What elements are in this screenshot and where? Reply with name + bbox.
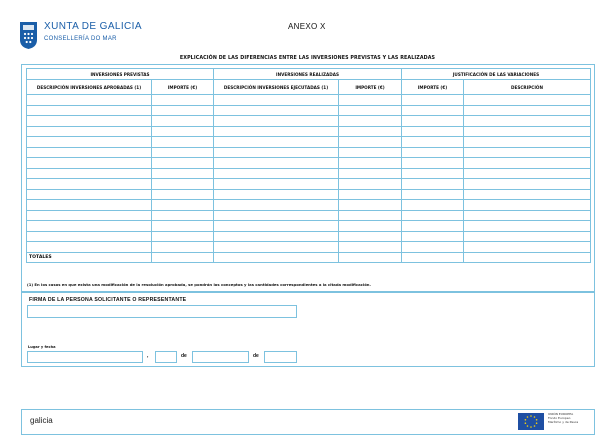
department-name: CONSELLERÍA DO MAR bbox=[44, 36, 117, 42]
table-column-header-row bbox=[27, 80, 591, 95]
table-cell-input[interactable] bbox=[214, 147, 339, 158]
table-cell-input[interactable] bbox=[27, 168, 152, 179]
table-cell-input[interactable] bbox=[402, 147, 464, 158]
table-cell-input[interactable] bbox=[152, 147, 214, 158]
signature-field[interactable] bbox=[27, 305, 297, 318]
table-cell-input[interactable] bbox=[402, 231, 464, 242]
place-field[interactable] bbox=[27, 351, 143, 363]
table-cell-input[interactable] bbox=[464, 116, 591, 127]
table-cell-input[interactable] bbox=[402, 210, 464, 221]
table-cell-input[interactable] bbox=[464, 242, 591, 253]
table-cell-input[interactable] bbox=[214, 137, 339, 148]
table-cell-input[interactable] bbox=[339, 105, 402, 116]
table-cell-input[interactable] bbox=[402, 126, 464, 137]
table-cell-input[interactable] bbox=[214, 95, 339, 106]
table-cell-input[interactable] bbox=[402, 242, 464, 253]
table-cell-input[interactable] bbox=[402, 168, 464, 179]
table-cell-input[interactable] bbox=[27, 137, 152, 148]
day-field[interactable] bbox=[155, 351, 177, 363]
table-cell-input[interactable] bbox=[27, 158, 152, 169]
table-cell-input[interactable] bbox=[402, 116, 464, 127]
table-cell-input[interactable] bbox=[152, 179, 214, 190]
table-cell-input[interactable] bbox=[464, 105, 591, 116]
table-cell-input[interactable] bbox=[464, 158, 591, 169]
separator-de: de bbox=[253, 353, 259, 359]
table-cell-input[interactable] bbox=[27, 116, 152, 127]
table-cell-input[interactable] bbox=[339, 158, 402, 169]
table-cell bbox=[464, 252, 591, 263]
table-row bbox=[27, 200, 591, 211]
table-cell-input[interactable] bbox=[339, 242, 402, 253]
table-cell-input[interactable] bbox=[464, 210, 591, 221]
table-cell-input[interactable] bbox=[27, 210, 152, 221]
separator-de: de bbox=[181, 353, 187, 359]
table-row bbox=[27, 179, 591, 190]
table-cell-input[interactable] bbox=[339, 210, 402, 221]
column-header: IMPORTE (€) bbox=[402, 80, 464, 95]
table-cell-input[interactable] bbox=[402, 137, 464, 148]
month-field[interactable] bbox=[192, 351, 249, 363]
table-cell-input[interactable] bbox=[152, 200, 214, 211]
table-cell-input[interactable] bbox=[27, 231, 152, 242]
table-cell bbox=[214, 252, 339, 263]
table-cell-input[interactable] bbox=[339, 147, 402, 158]
table-cell-input[interactable] bbox=[152, 95, 214, 106]
table-cell-input[interactable] bbox=[464, 189, 591, 200]
table-cell-input[interactable] bbox=[402, 105, 464, 116]
footer-panel bbox=[21, 409, 595, 435]
table-cell-input[interactable] bbox=[214, 242, 339, 253]
table-cell-input[interactable] bbox=[402, 252, 464, 263]
table-cell-input[interactable] bbox=[402, 221, 464, 232]
annex-label: ANEXO X bbox=[288, 22, 326, 31]
table-cell-input[interactable] bbox=[27, 105, 152, 116]
table-cell-input[interactable] bbox=[152, 137, 214, 148]
table-cell-input[interactable] bbox=[464, 137, 591, 148]
table-cell-input[interactable] bbox=[464, 231, 591, 242]
table-cell-input[interactable] bbox=[152, 242, 214, 253]
column-header: IMPORTE (€) bbox=[339, 80, 402, 95]
page-title: EXPLICACIÓN DE LAS DIFERENCIAS ENTRE LAS INVERSIONES PREVISTAS Y LAS REALIZADAS bbox=[179, 56, 436, 61]
table-cell-input[interactable] bbox=[402, 158, 464, 169]
table-cell-input[interactable] bbox=[339, 126, 402, 137]
table-cell-input[interactable] bbox=[27, 242, 152, 253]
table-cell-input[interactable] bbox=[27, 221, 152, 232]
table-cell-input[interactable] bbox=[152, 221, 214, 232]
eu-flag-icon bbox=[518, 413, 544, 430]
table-row bbox=[27, 231, 591, 242]
table-cell-input[interactable] bbox=[152, 116, 214, 127]
table-cell-input[interactable] bbox=[402, 95, 464, 106]
table-cell-input[interactable] bbox=[214, 210, 339, 221]
table-cell-input[interactable] bbox=[402, 189, 464, 200]
column-header: DESCRIPCIÓN bbox=[464, 80, 591, 95]
table-cell-input[interactable] bbox=[464, 126, 591, 137]
table-cell-input[interactable] bbox=[402, 200, 464, 211]
table-row bbox=[27, 95, 591, 106]
table-row bbox=[27, 116, 591, 127]
table-cell-input[interactable] bbox=[464, 179, 591, 190]
table-cell-input[interactable] bbox=[339, 189, 402, 200]
table-row bbox=[27, 105, 591, 116]
table-row bbox=[27, 189, 591, 200]
table-cell-input[interactable] bbox=[464, 147, 591, 158]
table-cell-input[interactable] bbox=[27, 95, 152, 106]
table-cell-input[interactable] bbox=[214, 189, 339, 200]
table-cell-input[interactable] bbox=[339, 200, 402, 211]
table-cell-input[interactable] bbox=[152, 189, 214, 200]
table-cell-input[interactable] bbox=[214, 168, 339, 179]
table-row bbox=[27, 137, 591, 148]
table-cell-input[interactable] bbox=[27, 126, 152, 137]
table-cell-input[interactable] bbox=[214, 105, 339, 116]
table-cell-input[interactable] bbox=[152, 252, 214, 263]
table-cell-input[interactable] bbox=[464, 95, 591, 106]
eu-label: UNIÓN EUROPEA bbox=[548, 412, 574, 416]
table-cell-input[interactable] bbox=[152, 168, 214, 179]
table-row bbox=[27, 158, 591, 169]
table-cell-input[interactable] bbox=[339, 95, 402, 106]
table-cell-input[interactable] bbox=[214, 158, 339, 169]
table-cell-input[interactable] bbox=[339, 221, 402, 232]
eu-fund-label: Fondo Europeo bbox=[548, 416, 571, 420]
totals-label: TOTALES bbox=[27, 252, 152, 263]
table-cell-input[interactable] bbox=[214, 221, 339, 232]
table-cell-input[interactable] bbox=[214, 179, 339, 190]
table-cell-input[interactable] bbox=[339, 179, 402, 190]
table-row bbox=[27, 242, 591, 253]
table-row bbox=[27, 221, 591, 232]
table-cell-input[interactable] bbox=[214, 200, 339, 211]
place-date-label: Lugar y fecha bbox=[28, 345, 56, 349]
group-header-justificacion: JUSTIFICACIÓN DE LAS VARIACIONES bbox=[402, 69, 591, 80]
xunta-coat-of-arms-icon bbox=[19, 21, 38, 50]
table-cell-input[interactable] bbox=[339, 168, 402, 179]
table-cell-input[interactable] bbox=[152, 231, 214, 242]
table-row bbox=[27, 126, 591, 137]
table-cell-input[interactable] bbox=[214, 231, 339, 242]
group-header-realizadas: INVERSIONES REALIZADAS bbox=[214, 69, 402, 80]
table-cell-input[interactable] bbox=[27, 147, 152, 158]
investments-table bbox=[26, 68, 591, 263]
table-cell-input[interactable] bbox=[464, 168, 591, 179]
table-row bbox=[27, 147, 591, 158]
table-cell-input[interactable] bbox=[27, 189, 152, 200]
column-header: DESCRIPCIÓN INVERSIONES APROBADAS (1) bbox=[27, 80, 152, 95]
totals-row bbox=[27, 252, 591, 263]
table-cell-input[interactable] bbox=[339, 252, 402, 263]
table-cell-input[interactable] bbox=[27, 179, 152, 190]
eu-fund-label: Marítimo y de Pesca bbox=[548, 420, 579, 424]
table-cell-input[interactable] bbox=[339, 116, 402, 127]
column-header: IMPORTE (€) bbox=[152, 80, 214, 95]
table-cell-input[interactable] bbox=[27, 200, 152, 211]
xunta-brand-name: XUNTA DE GALICIA bbox=[44, 21, 142, 32]
table-cell-input[interactable] bbox=[339, 231, 402, 242]
group-header-previstas: INVERSIONES PREVISTAS bbox=[27, 69, 214, 80]
footnote: (1) En los casos en que exista una modificación de la resolución aprobada, se pondrán los conceptos y las cantidades correspondientes a la citada modificación. bbox=[27, 282, 371, 287]
signature-title: FIRMA DE LA PERSONA SOLICITANTE O REPRESENTANTE bbox=[29, 297, 187, 303]
table-cell-input[interactable] bbox=[152, 158, 214, 169]
separator-comma: , bbox=[147, 353, 149, 359]
table-cell-input[interactable] bbox=[152, 126, 214, 137]
column-header: DESCRIPCIÓN INVERSIONES EJECUTADAS (1) bbox=[214, 80, 339, 95]
table-cell-input[interactable] bbox=[464, 200, 591, 211]
table-cell-input[interactable] bbox=[214, 116, 339, 127]
table-cell-input[interactable] bbox=[402, 179, 464, 190]
table-row bbox=[27, 210, 591, 221]
table-group-header-row bbox=[27, 69, 591, 80]
table-row bbox=[27, 168, 591, 179]
galicia-logo-text: galicia bbox=[30, 416, 53, 425]
year-field[interactable] bbox=[264, 351, 297, 363]
table-cell-input[interactable] bbox=[339, 137, 402, 148]
table-cell-input[interactable] bbox=[214, 126, 339, 137]
table-cell-input[interactable] bbox=[152, 210, 214, 221]
table-cell-input[interactable] bbox=[464, 221, 591, 232]
table-cell-input[interactable] bbox=[152, 105, 214, 116]
